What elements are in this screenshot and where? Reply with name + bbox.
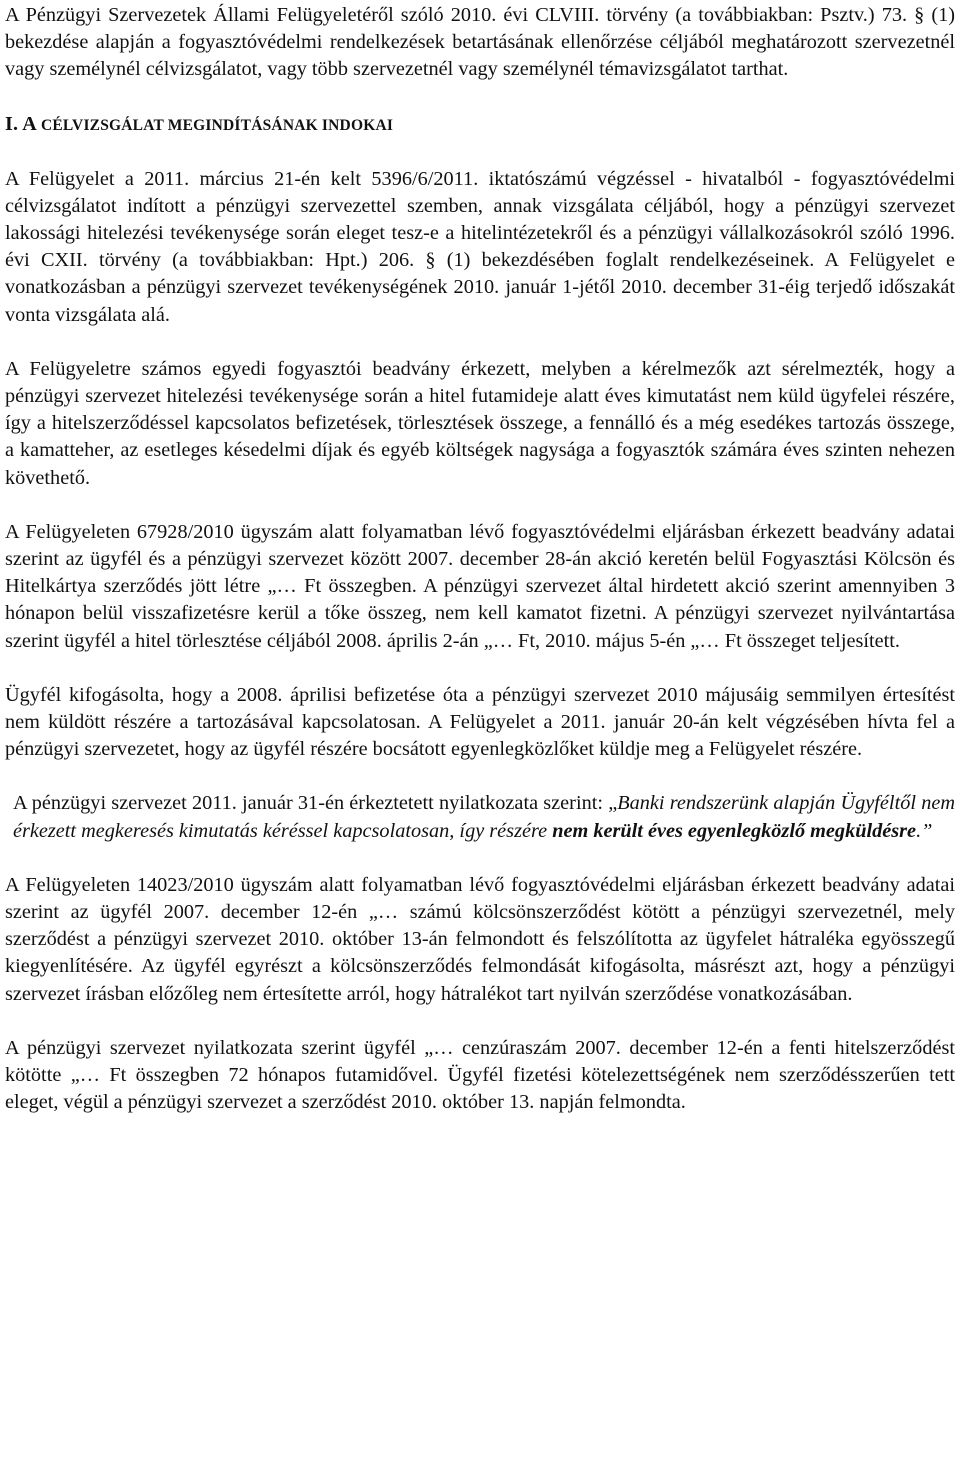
- paragraph-objection: Ügyfél kifogásolta, hogy a 2008. áprilisi befizetése óta a pénzügyi szervezet 2010 májusáig semmilyen értesítést nem küldött részére a tartozásával kapcsolatosan. A Felügyelet a 2011. január 20-án kelt végzésében hívta fel a pénzügyi szervezetet, hogy az ügyfél részére bocsátott egyenlegközlőket küldje meg a Felügyelet részére.: [5, 683, 955, 761]
- paragraph-investigation: A Felügyelet a 2011. március 21-én kelt 5396/6/2011. iktatószámú végzéssel - hivatalból - fogyasztóvédelmi célvizsgálatot indított a pénzügyi szervezettel szemben, annak vizsgálata céljából, hogy a pénzügyi szervezet lakossági hitelezési tevékenysége során eleget tesz-e a hitelintézetekről és a pénzügyi vállalkozásokról szóló 1996. évi CXII. törvény (a továbbiakban: Hpt.) 206. § (1) bekezdésében foglalt rendelkezéseinek. A Felügyelet e vonatkozásban a pénzügyi szervezet tevékenységének 2010. január 1-jétől 2010. december 31-éig terjedő időszakát vonta vizsgálata alá.: [5, 167, 955, 326]
- paragraph-statement: [5, 790, 955, 844]
- statement-quote-end: .”: [916, 819, 933, 842]
- statement-quote-bold: nem került éves egyenlegközlő megküldésre: [552, 819, 917, 842]
- statement-lead: A pénzügyi szervezet 2011. január 31-én érkeztetett nyilatkozata szerint: „: [13, 792, 618, 815]
- intro-paragraph: A Pénzügyi Szervezetek Állami Felügyeletéről szóló 2010. évi CLVIII. törvény (a továbbiakban: Psztv.) 73. § (1) bekezdése alapján a fogyasztóvédelmi rendelkezések betartásának ellenőrzése céljából meghatározott szervezetnél vagy személynél célvizsgálatot, vagy több szervezetnél vagy személynél témavizsgálatot tarthat.: [5, 4, 955, 81]
- statement-quote: Banki rendszerünk alapján Ügyféltől nem érkezett megkeresés kimutatás kéréssel kapcsolatosan, így részére: [13, 792, 955, 842]
- section-number: I.: [5, 112, 19, 135]
- section-heading-text: CÉLVIZSGÁLAT MEGINDÍTÁSÁNAK INDOKAI: [36, 116, 394, 134]
- paragraph-termination: A pénzügyi szervezet nyilatkozata szerint ügyfél „… cenzúraszám 2007. december 12-én a fenti hitelszerződést kötötte „… Ft összegben 72 hónapos futamidővel. Ügyfél fizetési kötelezettségének nem szerződésszerűen tett eleget, végül a pénzügyi szervezet a szerződést 2010. október 13. napján felmondta.: [5, 1036, 955, 1114]
- section-heading: [5, 111, 955, 139]
- paragraph-complaints: A Felügyeletre számos egyedi fogyasztói beadvány érkezett, melyben a kérelmezők azt sérelmezték, hogy a pénzügyi szervezet hitelezési tevékenysége során a hitel futamideje alatt éves kimutatást nem küld ügyfelei részére, így a hitelszerződéssel kapcsolatos befizetések, törlesztések összege, a fennálló és a még esedékes tartozás összege, a kamatteher, az esetleges késedelmi díjak és egyéb költségek nagysága a fogyasztók számára éves szinten nehezen követhető.: [5, 357, 955, 489]
- paragraph-case-14023: A Felügyeleten 14023/2010 ügyszám alatt folyamatban lévő fogyasztóvédelmi eljárásban érkezett beadvány adatai szerint az ügyfél 2007. december 12-én „… számú kölcsönszerződést kötött a pénzügyi szervezetnél, mely szerződést a pénzügyi szervezet 2010. október 13-án felmondott és felszólította az ügyfelet hátraléka egyösszegű kiegyenlítésére. Az ügyfél egyrészt a kölcsönszerződés felmondását kifogásolta, másrészt azt, hogy a pénzügyi szervezet írásban előzőleg nem értesítette arról, hogy hátralékot tart nyilván szerződése vonatkozásában.: [5, 873, 955, 1005]
- document-page: [5, 0, 955, 1117]
- paragraph-case-67928: A Felügyeleten 67928/2010 ügyszám alatt folyamatban lévő fogyasztóvédelmi eljárásban érkezett beadvány adatai szerint az ügyfél és a pénzügyi szervezet között 2007. december 28-án akció keretén belül Fogyasztási Kölcsön és Hitelkártya szerződés jött létre „… Ft összegben. A pénzügyi szervezet által hirdetett akció szerint amennyiben 3 hónapon belül visszafizetésre kerül a tőke összeg, nem kell kamatot fizetni. A pénzügyi szervezet nyilvántartása szerint ügyfél a hitel törlesztése céljából 2008. április 2-án „… Ft, 2010. május 5-én „… Ft összeget teljesített.: [5, 520, 955, 652]
- section-heading-initial: A: [22, 112, 37, 135]
